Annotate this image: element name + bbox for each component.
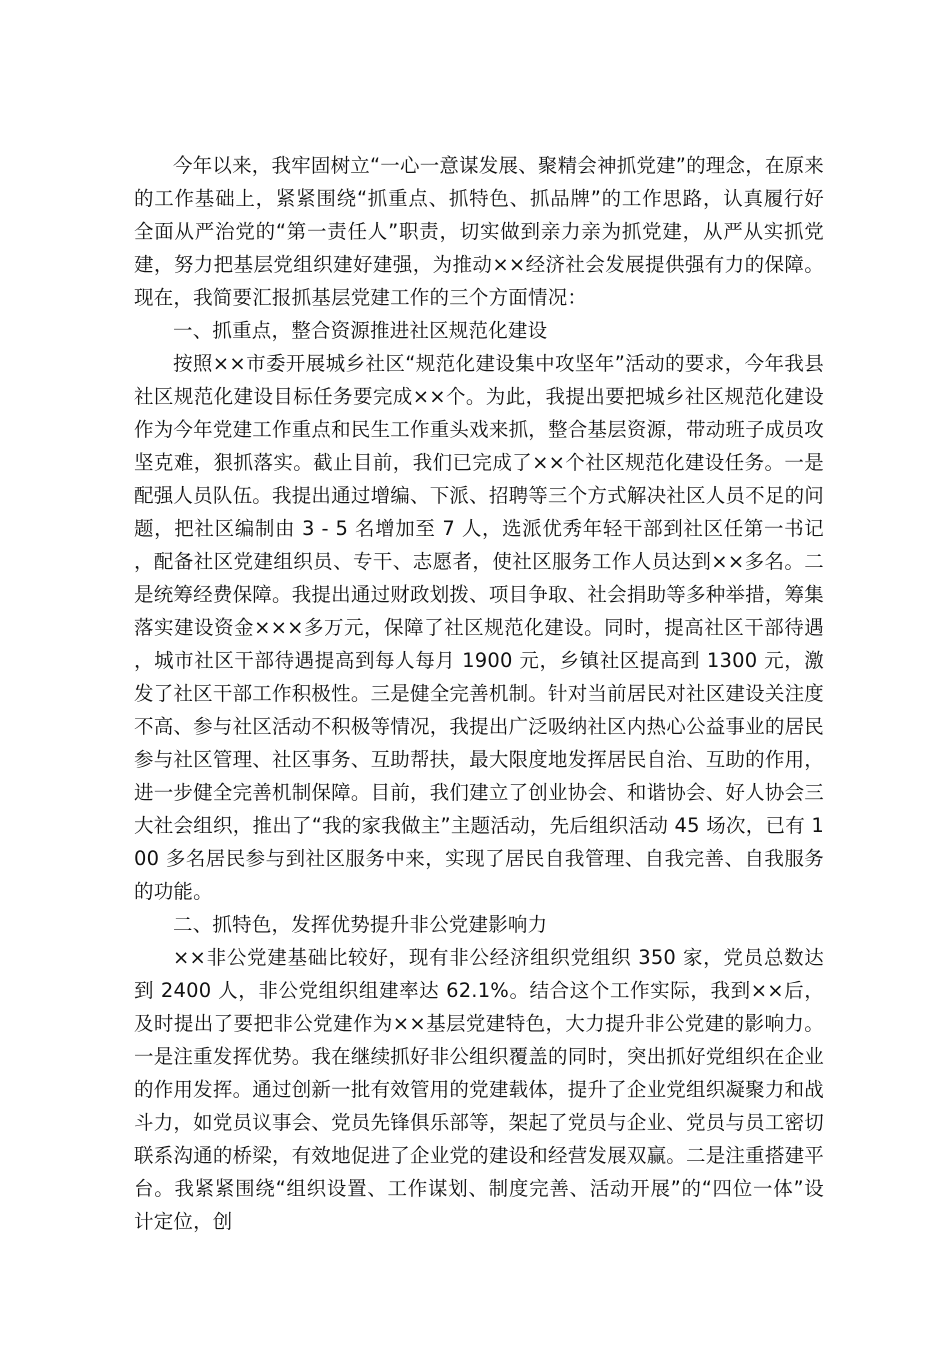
section-2-paragraph: ××非公党建基础比较好，现有非公经济组织党组织 350 家，党员总数达到 2400 人，非公党组织组建率达 62.1%。结合这个工作实际，我到××后，及时提出了要把非公党建作为××基层党建特色，大力提升非公党建的影响力。一是注重发挥优势。我在继续抓好非公组织覆盖的同时，突出抓好党组织在企业的作用发挥。通过创新一批有效管用的党建载体，提升了企业党组织凝聚力和战斗力，如党员议事会、党员先锋俱乐部等，架起了党员与企业、党员与员工密切联系沟通的桥梁，有效地促进了企业党的建设和经营发展双赢。二是注重搭建平台。我紧紧围绕“组织设置、工作谋划、制度完善、活动开展”的“四位一体”设计定位，创	[134, 946, 824, 1233]
intro-paragraph: 今年以来，我牢固树立“一心一意谋发展、聚精会神抓党建”的理念，在原来的工作基础上，紧紧围绕“抓重点、抓特色、抓品牌”的工作思路，认真履行好全面从严治党的“第一责任人”职责，切实做到亲力亲为抓党建，从严从实抓党建，努力把基层党组织建好建强，为推动××经济社会发展提供强有力的保障。现在，我简要汇报抓基层党建工作的三个方面情况：	[134, 154, 825, 309]
section-heading-1: 一、抓重点，整合资源推进社区规范化建设	[173, 319, 548, 342]
section-heading-2: 二、抓特色，发挥优势提升非公党建影响力	[173, 913, 548, 936]
document-body	[134, 149, 824, 1238]
section-1-paragraph: 按照××市委开展城乡社区“规范化建设集中攻坚年”活动的要求，今年我县社区规范化建设目标任务要完成××个。为此，我提出要把城乡社区规范化建设作为今年党建工作重点和民生工作重头戏来抓，整合基层资源，带动班子成员攻坚克难，狠抓落实。截止目前，我们已完成了××个社区规范化建设任务。一是配强人员队伍。我提出通过增编、下派、招聘等三个方式解决社区人员不足的问题，把社区编制由 3 - 5 名增加至 7 人，选派优秀年轻干部到社区任第一书记，配备社区党建组织员、专干、志愿者，使社区服务工作人员达到××多名。二是统筹经费保障。我提出通过财政划拨、项目争取、社会捐助等多种举措，筹集落实建设资金×××多万元，保障了社区规范化建设。同时，提高社区干部待遇，城市社区干部待遇提高到每人每月 1900 元，乡镇社区提高到 1300 元，激发了社区干部工作积极性。三是健全完善机制。针对当前居民对社区建设关注度不高、参与社区活动不积极等情况，我提出广泛吸纳社区内热心公益事业的居民参与社区管理、社区事务、互助帮扶，最大限度地发挥居民自治、互助的作用，进一步健全完善机制保障。目前，我们建立了创业协会、和谐协会、好人协会三大社会组织，推出了“我的家我做主”主题活动，先后组织活动 45 场次，已有 100 多名居民参与到社区服务中来，实现了居民自我管理、自我完善、自我服务的功能。	[134, 352, 824, 903]
